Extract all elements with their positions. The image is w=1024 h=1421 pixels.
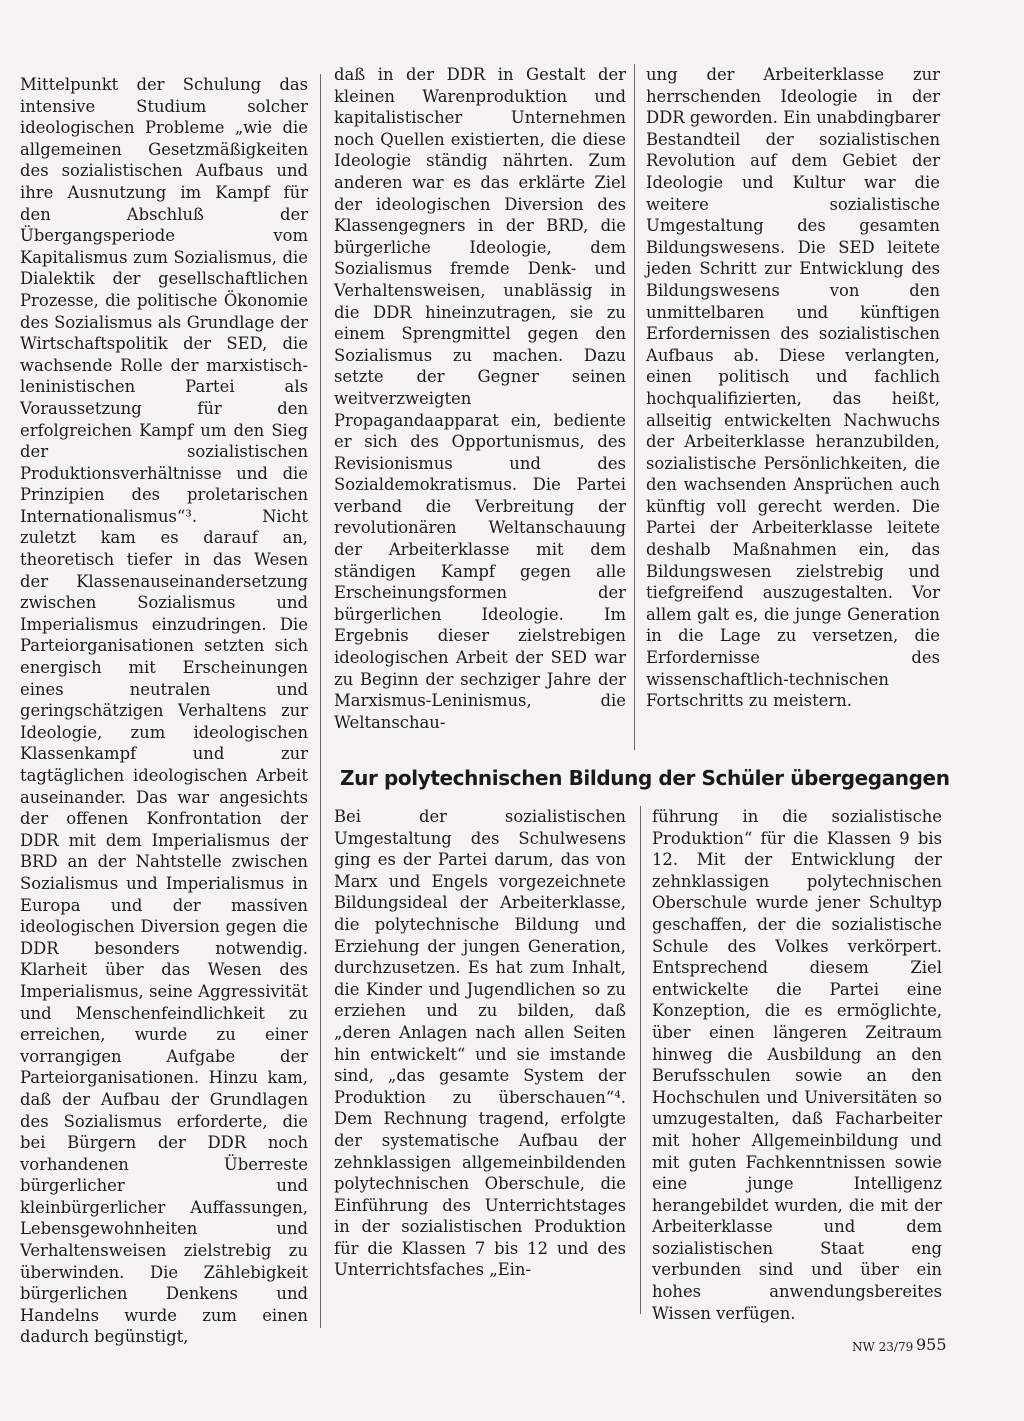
text-column-5 xyxy=(652,806,942,1324)
section-heading: Zur polytechnischen Bildung der Schüler übergegangen xyxy=(340,766,950,790)
text-column-2 xyxy=(334,64,626,733)
column-divider xyxy=(634,64,635,750)
column-5-text: führung in die sozialistische Produktion“ für die Klassen 9 bis 12. Mit der Entwicklung der zehnklassigen polytechnischen Oberschule wurde jener Schultyp geschaffen, der die sozialistische Schule des Volkes verkörpert. Entsprechend diesem Ziel entwickelte die Partei eine Konzeption, die es ermöglichte, über einen längeren Zeitraum hinweg die Ausbildung an den Berufsschulen sowie an den Hochschulen und Universitäten so umzugestalten, daß Facharbeiter mit hoher Allgemeinbildung und mit guten Fachkenntnissen sowie eine junge Intelligenz herangebildet wurden, die mit der Arbeiterklasse und dem sozialistischen Staat eng verbunden sind und über ein hohes anwendungsbereites Wissen verfügen. xyxy=(652,807,942,1323)
column-2-text: daß in der DDR in Gestalt der kleinen Warenproduktion und kapitalistischer Unternehmen noch Quellen existierten, die diese Ideologie ständig nährten. Zum anderen war es das erklärte Ziel der ideologischen Diversion des Klassengegners in der BRD, die bürgerliche Ideologie, dem Sozialismus fremde Denk- und Verhaltensweisen, unablässig in die DDR hineinzutragen, sie zu einem Sprengmittel gegen den Sozialismus zu machen. Dazu setzte der Gegner seinen weitverzweigten Propagandaapparat ein, bediente er sich des Opportunismus, des Revisionismus und des Sozialdemokratismus. Die Partei verband die Verbreitung der revolutionären Weltanschauung der Arbeiterklasse mit dem ständigen Kampf gegen alle Erscheinungsformen der bürgerlichen Ideologie. Im Ergebnis dieser zielstrebigen ideologischen Arbeit der SED war zu Beginn der sechziger Jahre der Marxismus-Leninismus, die Weltanschau- xyxy=(334,65,626,732)
page-number: 955 xyxy=(916,1335,947,1354)
column-4-text: Bei der sozialistischen Umgestaltung des Schulwesens ging es der Partei darum, das von Marx und Engels vorgezeichnete Bildungsideal der Arbeiterklasse, die polytechnische Bildung und Erziehung der jungen Generation, durchzusetzen. Es hat zum Inhalt, die Kinder und Jugendlichen so zu erziehen und zu bilden, daß „deren Anlagen nach allen Seiten hin entwickelt“ und sie imstande sind, „das gesamte System der Produktion zu überschauen“⁴. Dem Rechnung tragend, erfolgte der systematische Aufbau der zehnklassigen allgemeinbildenden polytechnischen Oberschule, die Einführung des Unterrichtstages in der sozialistischen Produktion für die Klassen 7 bis 12 und des Unterrichtsfaches „Ein- xyxy=(334,807,626,1280)
column-divider xyxy=(320,74,321,1328)
text-column-1 xyxy=(20,74,308,1348)
column-divider xyxy=(640,806,641,1314)
text-column-4 xyxy=(334,806,626,1281)
text-column-3 xyxy=(646,64,940,712)
column-1-text: Mittelpunkt der Schulung das intensive Studium solcher ideologischen Probleme „wie die allgemeinen Gesetzmäßigkeiten des sozialistischen Aufbaus und ihre Ausnutzung im Kampf für den Abschluß der Übergangsperiode vom Kapitalismus zum Sozialismus, die Dialektik der gesellschaftlichen Prozesse, die politische Ökonomie des Sozialismus als Grundlage der Wirtschaftspolitik der SED, die wachsende Rolle der marxistisch-leninistischen Partei als Voraussetzung für den erfolgreichen Kampf um den Sieg der sozialistischen Produktionsverhältnisse und die Prinzipien des proletarischen Internationalismus“³. Nicht zuletzt kam es darauf an, theoretisch tiefer in das Wesen der Klassenauseinandersetzung zwischen Sozialismus und Imperialismus einzudringen. Die Parteiorganisationen setzten sich energisch mit Erscheinungen eines neutralen und geringschätzigen Verhaltens zur Ideologie, zum ideologischen Klassenkampf und zur tagtäglichen ideologischen Arbeit auseinander. Das war angesichts der offenen Konfrontation der DDR mit dem Imperialismus der BRD an der Nahtstelle zwischen Sozialismus und Imperialismus in Europa und der massiven ideologischen Diversion gegen die DDR besonders notwendig. Klarheit über das Wesen des Imperialismus, seine Aggressivität und Menschenfeindlichkeit zu erreichen, wurde zu einer vorrangigen Aufgabe der Parteiorganisationen. Hinzu kam, daß der Aufbau der Grundlagen des Sozialismus erforderte, die bei Bürgern der DDR noch vorhandenen Überreste bürgerlicher und kleinbürgerlicher Auffassungen, Lebensgewohnheiten und Verhaltensweisen zielstrebig zu überwinden. Die Zählebigkeit bürgerlichen Denkens und Handelns wurde zum einen dadurch begünstigt, xyxy=(20,75,308,1347)
column-3-text: ung der Arbeiterklasse zur herrschenden Ideologie in der DDR geworden. Ein unabdingbarer Bestandteil der sozialistischen Revolution auf dem Gebiet der Ideologie und Kultur war die weitere sozialistische Umgestaltung des gesamten Bildungswesens. Die SED leitete jeden Schritt zur Entwicklung des Bildungswesens von den unmittelbaren und künftigen Erfordernissen des sozialistischen Aufbaus ab. Diese verlangten, einen politisch und fachlich hochqualifizierten, das heißt, allseitig entwickelten Nachwuchs der Arbeiterklasse heranzubilden, sozialistische Persönlichkeiten, die den wachsenden Ansprüchen auch künftig voll gerecht werden. Die Partei der Arbeiterklasse leitete deshalb Maßnahmen ein, das Bildungswesen zielstrebig und tiefgreifend auszugestalten. Vor allem galt es, die junge Generation in die Lage zu versetzen, die Erfordernisse des wissenschaftlich-technischen Fortschritts zu meistern. xyxy=(646,65,940,711)
issue-label: NW 23/79 xyxy=(852,1340,914,1354)
